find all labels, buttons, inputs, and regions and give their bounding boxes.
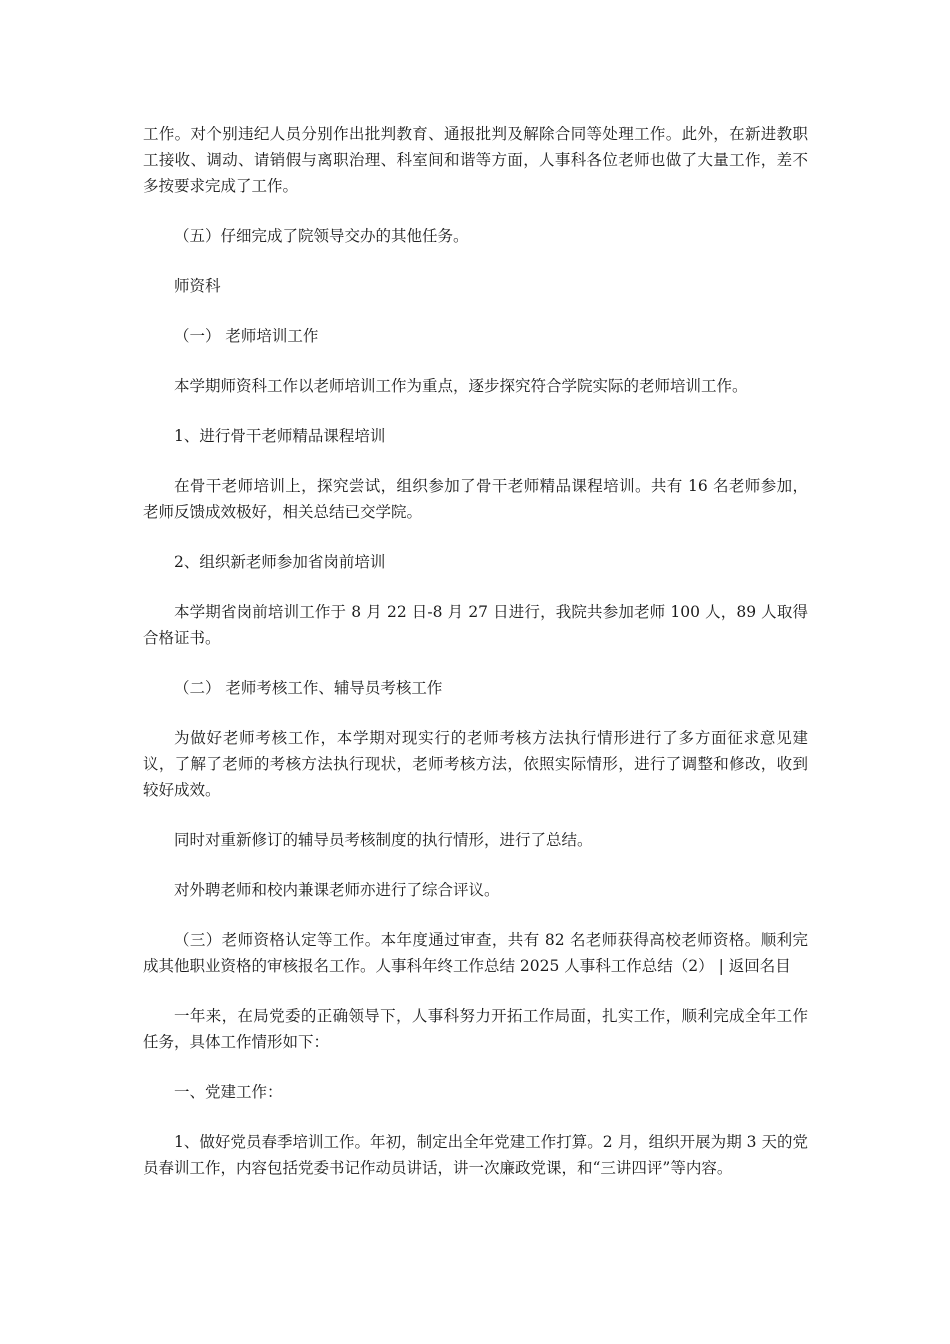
list-heading: 1、进行骨干老师精品课程培训	[174, 427, 386, 445]
paragraph: 对外聘老师和校内兼课老师亦进行了综合评议。	[174, 881, 500, 899]
section-heading: 师资科	[174, 277, 221, 295]
paragraph: 一年来，在局党委的正确领导下，人事科努力开拓工作局面，扎实工作，顺利完成全年工作任务，具体工作情形如下：	[143, 1007, 808, 1051]
sub-heading: （一） 老师培训工作	[174, 327, 319, 345]
paragraph: 在骨干老师培训上，探究尝试，组织参加了骨干老师精品课程培训。共有 16 名老师参加，老师反馈成效极好，相关总结已交学院。	[143, 477, 808, 521]
list-heading: 2、组织新老师参加省岗前培训	[174, 553, 386, 571]
section-heading: 一、党建工作：	[174, 1083, 283, 1101]
paragraph: 1、做好党员春季培训工作。年初，制定出全年党建工作打算。2 月，组织开展为期 3 天的党员春训工作，内容包括党委书记作动员讲话，讲一次廉政党课，和“三讲四评”等内容。	[143, 1133, 808, 1177]
paragraph: 为做好老师考核工作，本学期对现实行的老师考核方法执行情形进行了多方面征求意见建议，了解了老师的考核方法执行现状，老师考核方法，依照实际情形，进行了调整和修改，收到较好成效。	[143, 729, 808, 799]
document-body	[143, 121, 808, 1205]
paragraph: 工作。对个别违纪人员分别作出批判教育、通报批判及解除合同等处理工作。此外，在新进教职工接收、调动、请销假与离职治理、科室间和谐等方面，人事科各位老师也做了大量工作，差不多按要求完成了工作。	[143, 125, 808, 195]
paragraph: （五）仔细完成了院领导交办的其他任务。	[174, 227, 469, 245]
paragraph: 本学期师资科工作以老师培训工作为重点，逐步探究符合学院实际的老师培训工作。	[174, 377, 748, 395]
paragraph: 同时对重新修订的辅导员考核制度的执行情形，进行了总结。	[174, 831, 593, 849]
sub-heading: （二） 老师考核工作、辅导员考核工作	[174, 679, 443, 697]
paragraph: 本学期省岗前培训工作于 8 月 22 日-8 月 27 日进行，我院共参加老师 100 人，89 人取得合格证书。	[143, 603, 808, 647]
paragraph: （三）老师资格认定等工作。本年度通过审查，共有 82 名老师获得高校老师资格。顺利完成其他职业资格的审核报名工作。人事科年终工作总结 2025 人事科工作总结（2） | 返回名目	[143, 931, 808, 975]
